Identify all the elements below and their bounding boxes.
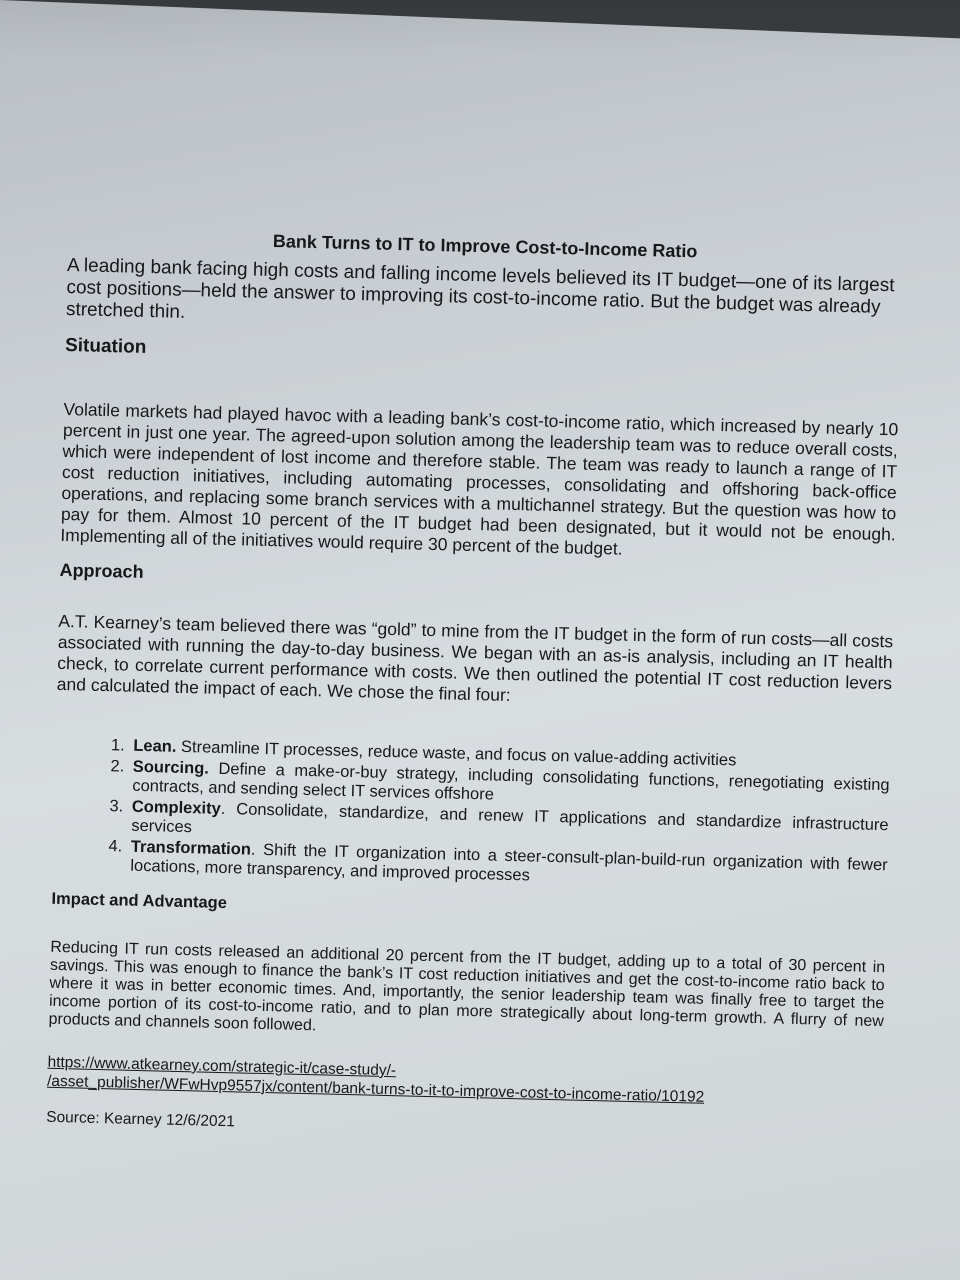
impact-heading: Impact and Advantage (51, 889, 228, 913)
document-body (46, 226, 903, 1147)
source-link[interactable] (47, 1053, 883, 1111)
source-link-line-1[interactable]: https://www.atkearney.com/strategic-it/case-study/- (47, 1053, 397, 1080)
situation-paragraph: Volatile markets had played havoc with a leading bank’s cost-to-income ratio, which increased by nearly 10 percent in just one year. The agreed-upon solution among the leadership team was to reduce overall costs, which were independent of lost income and therefore stable. The team was ready to launch a range of IT cost reduction initiatives, including automating processes, consolidating and offshoring back-office operations, and replacing some branch services with a multichannel strategy. But the question was how to pay for them. Almost 10 percent of the IT budget had been designated, but it would not be enough. Implementing all of the initiatives would require 30 percent of the budget. (60, 398, 899, 559)
situation-heading: Situation (64, 334, 147, 358)
document-title: Bank Turns to IT to Improve Cost-to-Income Ratio (272, 231, 698, 262)
source-link-line-2[interactable]: /asset_publisher/WFwHvp9557jx/content/bank-turns-to-it-to-improve-cost-to-income-ratio/10192 (46, 1072, 705, 1106)
levers-list (52, 735, 890, 894)
list-item-term: Sourcing. (132, 757, 210, 778)
list-item-text: . Shift the IT organization into a steer-consult-plan-build-run organization with fewer locations, more transparency, and improved processes (130, 840, 888, 885)
list-item-term: Transformation (130, 837, 252, 859)
impact-paragraph: Reducing IT run costs released an additional 20 percent from the IT budget, adding up to a total of 30 percent in savings. This was enough to finance the bank’s IT cost reduction initiatives and get the cost-to-income ratio back to where it was in better economic times. And, importantly, the senior leadership team was finally free to target the income portion of its cost-to-income ratio, and to plan more strategically about long-term growth. A flurry of new products and channels soon followed. (48, 938, 886, 1035)
approach-heading: Approach (59, 559, 144, 582)
list-item-text: Define a make-or-buy strategy, including consolidating functions, renegotiating existing contracts, and sending select IT services offshore (132, 759, 890, 804)
list-item-term: Lean. (133, 736, 177, 756)
list-item-text: . Consolidate, standardize, and renew IT applications and standardize infrastructure services (131, 799, 889, 837)
source-note: Source: Kearney 12/6/2021 (46, 1108, 236, 1131)
paper-shadow (0, 0, 960, 60)
list-item-text: Streamline IT processes, reduce waste, and focus on value-adding activities (180, 737, 737, 770)
approach-paragraph: A.T. Kearney’s team believed there was “gold” to mine from the IT budget in the form of run costs—all costs associated with running the day-to-day business. We began with an as-is analysis, including an IT health check, to correlate current performance with costs. We then outlined the potential IT cost reduction levers and calculated the impact of each. We chose the final four: (56, 610, 894, 705)
intro-paragraph: A leading bank facing high costs and falling income levels believed its IT budget—one of its largest cost positions—held the answer to improving its cost-to-income ratio. But the budget was already stretched thin. (65, 254, 895, 323)
list-item-term: Complexity (131, 797, 221, 818)
